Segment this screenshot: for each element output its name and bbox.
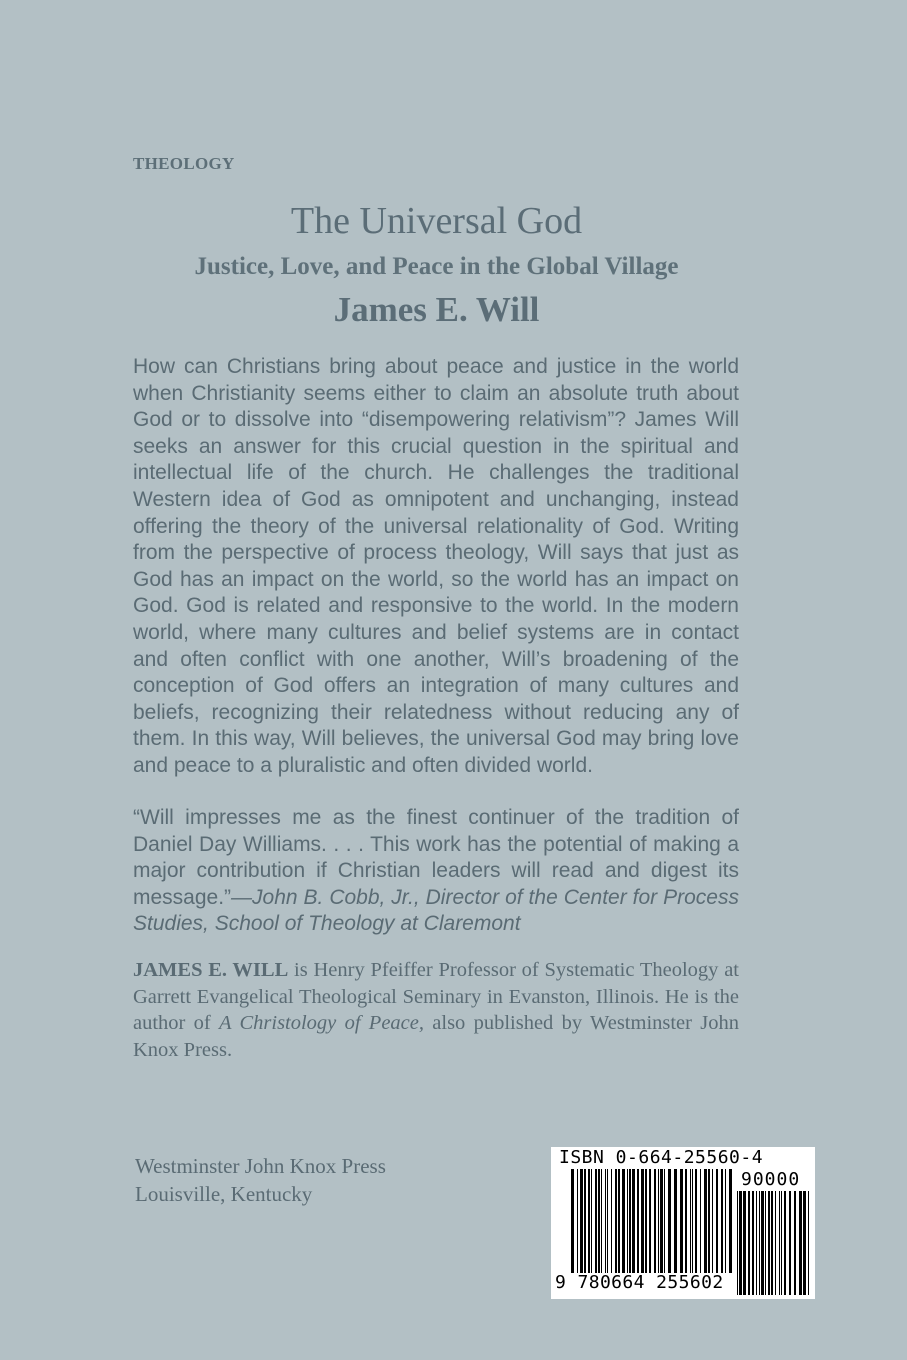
barcode-stripe bbox=[803, 1191, 806, 1295]
book-author: James E. Will bbox=[333, 290, 540, 329]
author-bio-text-1: is Henry Pfeiffer Professor of Systematic Theology at Garrett Evangelical Theological Seminary in Evanston, Illinois. He is the author of bbox=[133, 959, 739, 1035]
barcode-stripe bbox=[700, 1169, 701, 1273]
ean-digits: 9 780664 255602 bbox=[555, 1272, 724, 1293]
barcode-stripe bbox=[660, 1169, 663, 1273]
book-description: How can Christians bring about peace and justice in the world when Christianity seems either to claim an absolute truth about God or to dissolve into “disempowering relativism”? James Will seeks an answer for this crucial question in the spiritual and intellectual life of the church. He challenges the traditional Western idea of God as omnipotent and unchanging, instead offering the theory of the universal relationality of God. Writing from the perspective of process theology, Will says that just as God has an impact on the world, so the world has an impact on God. God is related and responsive to the world. In the modern world, where many cultures and belief systems are in contact and often conflict with one another, Will’s broadening of the conception of God offers an integration of many cultures and beliefs, recognizing their relatedness without reducing any of them. In this way, Will believes, the universal God may bring love and peace to a pluralistic and often divided world. bbox=[133, 355, 739, 777]
barcode-stripe bbox=[611, 1169, 612, 1273]
barcode-stripe bbox=[739, 1191, 742, 1295]
barcode-stripe bbox=[607, 1169, 608, 1273]
barcode-stripe bbox=[618, 1169, 620, 1273]
barcode-stripe bbox=[654, 1169, 656, 1273]
barcode-stripe bbox=[752, 1191, 754, 1295]
barcode-stripe bbox=[680, 1169, 683, 1273]
author-bio-name: JAMES E. WILL bbox=[133, 959, 289, 981]
barcode-stripe bbox=[627, 1169, 628, 1273]
barcode-stripe bbox=[759, 1191, 760, 1295]
barcode-stripe bbox=[588, 1169, 590, 1273]
endorsement-quote: “Will impresses me as the finest continuer of the tradition of Daniel Day Williams. . . . This work has the potential of making a major contribution if Christian leaders will read and digest its message.” bbox=[133, 806, 739, 909]
barcode-stripe bbox=[721, 1169, 723, 1273]
endorsement-attribution: —John B. Cobb, Jr., Director of the Center for Process Studies, School of Theology at Claremont bbox=[133, 885, 739, 936]
category-label: THEOLOGY bbox=[133, 154, 235, 173]
publisher-location: Louisville, Kentucky bbox=[135, 1182, 313, 1206]
barcode-stripe bbox=[584, 1169, 586, 1273]
barcode-stripe bbox=[799, 1191, 802, 1295]
barcode-stripe bbox=[768, 1191, 770, 1295]
barcode-stripe bbox=[761, 1191, 764, 1295]
barcode-stripe bbox=[664, 1169, 665, 1273]
barcode-stripe bbox=[622, 1169, 625, 1273]
barcode-stripe bbox=[708, 1169, 710, 1273]
barcode-stripe bbox=[789, 1191, 791, 1295]
barcode-stripe bbox=[784, 1191, 786, 1295]
barcode-stripe bbox=[629, 1169, 631, 1273]
author-bio bbox=[133, 957, 739, 1063]
book-title: The Universal God bbox=[290, 200, 583, 242]
endorsement bbox=[133, 805, 739, 938]
barcode-stripe bbox=[748, 1191, 750, 1295]
barcode-stripe bbox=[725, 1169, 726, 1273]
barcode-stripe bbox=[704, 1169, 707, 1273]
barcode-stripe bbox=[685, 1169, 687, 1273]
book-subtitle: Justice, Love, and Peace in the Global Village bbox=[194, 253, 679, 280]
barcode-stripe bbox=[712, 1169, 713, 1273]
barcode-stripe bbox=[637, 1169, 639, 1273]
price-code: 90000 bbox=[741, 1169, 801, 1190]
barcode-box bbox=[551, 1147, 815, 1299]
barcode-stripe bbox=[771, 1191, 773, 1295]
barcode-stripe bbox=[743, 1191, 746, 1295]
barcode-stripe bbox=[601, 1169, 602, 1273]
barcode-stripe bbox=[632, 1169, 635, 1273]
barcode-stripe bbox=[571, 1169, 574, 1273]
barcode-stripe bbox=[658, 1169, 659, 1273]
barcode-stripe bbox=[729, 1169, 732, 1273]
barcode-stripe bbox=[692, 1169, 693, 1273]
barcode-stripe bbox=[645, 1169, 647, 1273]
barcode-stripe bbox=[649, 1169, 651, 1273]
barcode-stripe bbox=[668, 1169, 671, 1273]
barcode-stripe bbox=[615, 1169, 617, 1273]
isbn-text: ISBN 0-664-25560-4 bbox=[559, 1147, 764, 1168]
barcode-stripe bbox=[674, 1169, 677, 1273]
publisher-name: Westminster John Knox Press bbox=[135, 1154, 386, 1178]
publisher-block bbox=[135, 1152, 386, 1208]
barcode-stripe bbox=[580, 1169, 583, 1273]
barcode-stripe bbox=[595, 1169, 597, 1273]
barcode-stripe bbox=[808, 1191, 809, 1295]
barcode-stripe bbox=[756, 1191, 757, 1295]
barcode-stripe bbox=[737, 1191, 738, 1295]
barcode-stripe bbox=[605, 1169, 606, 1273]
author-bio-text-2: also published by Westminster John Knox Press. bbox=[133, 1012, 739, 1061]
barcode-stripe bbox=[779, 1191, 780, 1295]
barcode-stripe bbox=[775, 1191, 776, 1295]
barcode-stripe bbox=[641, 1169, 644, 1273]
barcode-stripe bbox=[781, 1191, 782, 1295]
barcode-stripe bbox=[794, 1191, 796, 1295]
title-block bbox=[0, 196, 873, 332]
barcode-stripe bbox=[598, 1169, 600, 1273]
barcode-stripe bbox=[577, 1169, 578, 1273]
barcode-stripe bbox=[690, 1169, 691, 1273]
author-bio-book: A Christology of Peace, bbox=[219, 1012, 424, 1035]
barcode-stripe bbox=[695, 1169, 697, 1273]
barcode-stripe bbox=[716, 1169, 718, 1273]
barcode-stripe bbox=[591, 1169, 592, 1273]
barcode-stripe bbox=[765, 1191, 766, 1295]
